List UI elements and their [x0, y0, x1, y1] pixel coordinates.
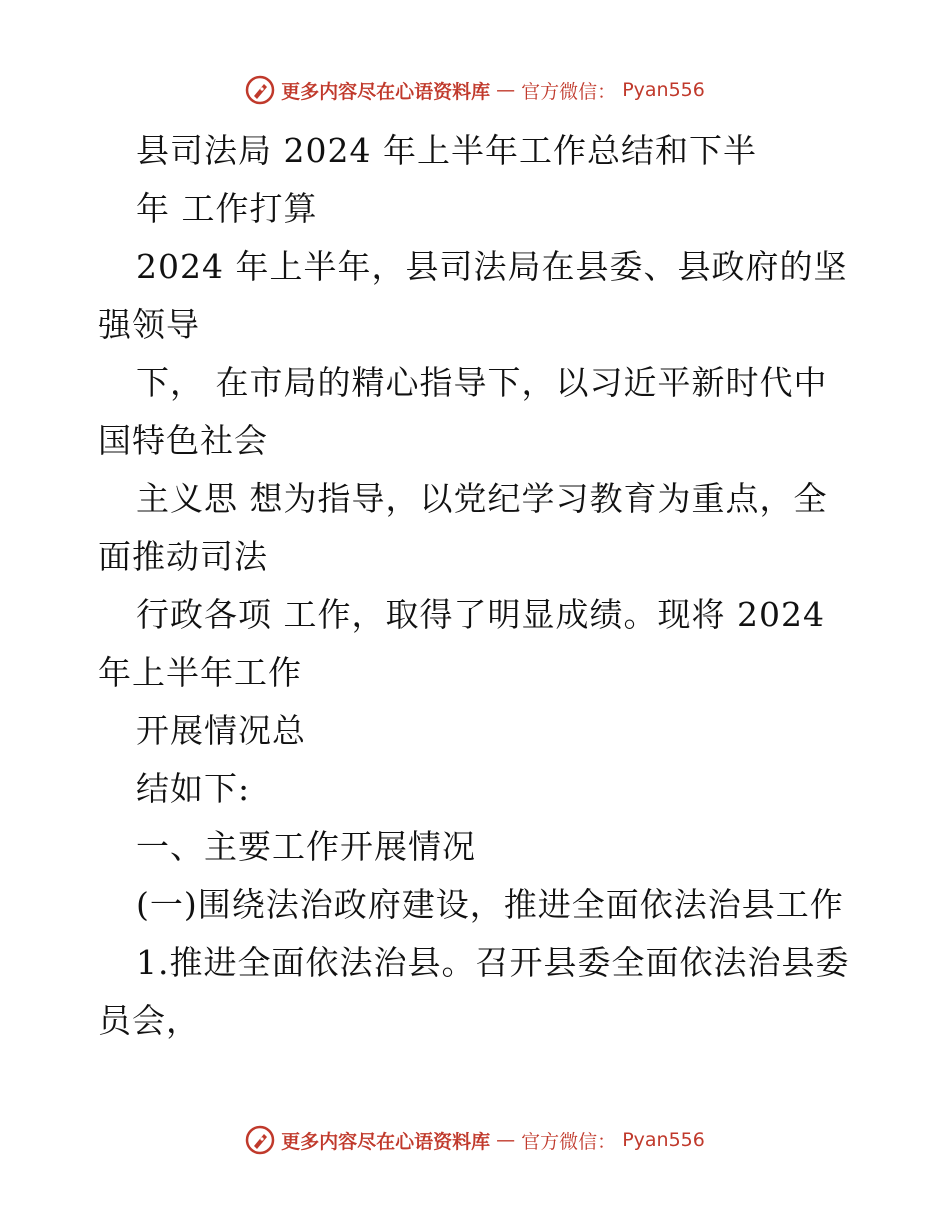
banner-wechat-label: 官方微信： [521, 1130, 617, 1153]
doc-line: 下， 在市局的精心指导下，以习近平新时代中 [136, 363, 828, 402]
doc-line: 结如下: [136, 769, 251, 808]
banner-dash: — [496, 1129, 516, 1151]
doc-line: 国特色社会 [98, 421, 268, 460]
document-body [98, 122, 858, 1050]
banner-dash: — [496, 79, 516, 101]
pen-nib-logo-icon [245, 1125, 275, 1155]
banner-wechat-id: Pyan556 [622, 79, 705, 101]
doc-line: 员会， [98, 1001, 200, 1040]
doc-line: 2024 年上半年，县司法局在县委、县政府的坚 [136, 247, 848, 286]
subsection-heading: (一)围绕法治政府建设，推进全面依法治县工作 [136, 885, 844, 924]
banner-text: 更多内容尽在心语资料库 [281, 80, 491, 103]
doc-line: 强领导 [98, 305, 200, 344]
doc-line-title-1: 县司法局 2024 年上半年工作总结和下半 [136, 131, 757, 170]
banner-wechat-label: 官方微信： [521, 80, 617, 103]
footer-banner [0, 1120, 950, 1160]
section-heading: 一、主要工作开展情况 [136, 827, 476, 866]
doc-line: 1.推进全面依法治县。召开县委全面依法治县委 [136, 943, 850, 982]
doc-line: 面推动司法 [98, 537, 268, 576]
banner-wechat-id: Pyan556 [622, 1129, 705, 1151]
doc-line-title-2: 年 工作打算 [136, 189, 318, 228]
banner-text: 更多内容尽在心语资料库 [281, 1130, 491, 1153]
header-banner [0, 70, 950, 110]
doc-line: 行政各项 工作，取得了明显成绩。现将 2024 [136, 595, 825, 634]
doc-line: 主义思 想为指导，以党纪学习教育为重点，全 [136, 479, 828, 518]
doc-line: 年上半年工作 [98, 653, 302, 692]
pen-nib-logo-icon [245, 75, 275, 105]
doc-line: 开展情况总 [136, 711, 306, 750]
